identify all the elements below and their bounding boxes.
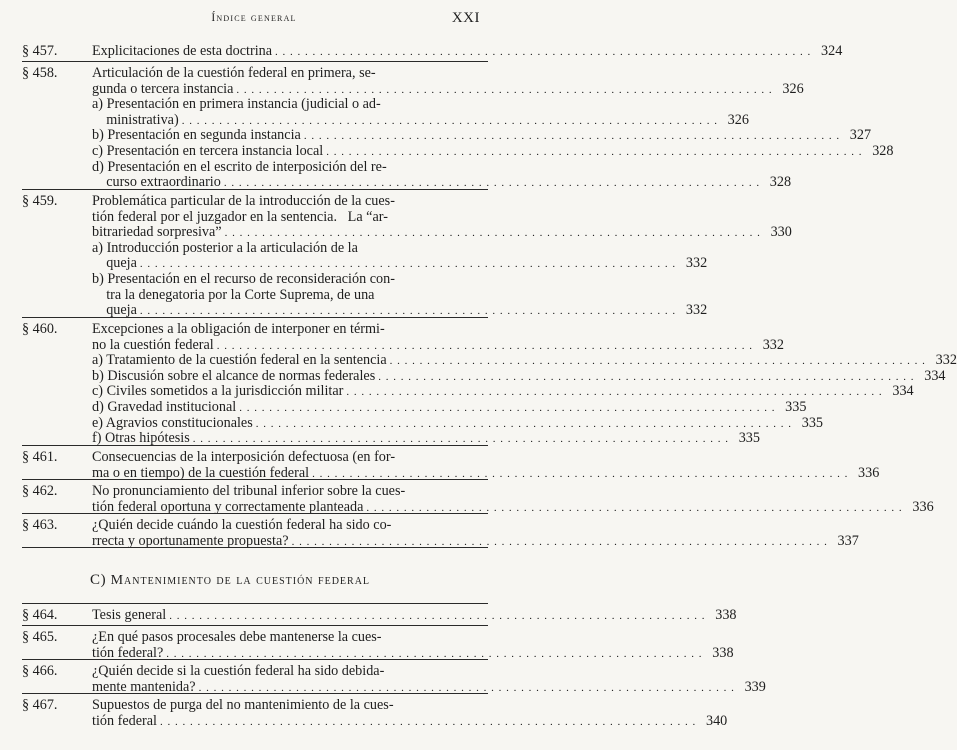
- section-number: § 461.: [22, 449, 58, 465]
- dot-leader: . . . . . . . . . . . . . . . . . . . . . . . . . . . . . . . . . . . . . . . . . . . . . . . . . . . . . . . . . . . . . . . . . . . . . . . .: [312, 467, 849, 480]
- dot-leader: . . . . . . . . . . . . . . . . . . . . . . . . . . . . . . . . . . . . . . . . . . . . . . . . . . . . . . . . . . . . . . . . . . . . . . . .: [166, 647, 703, 660]
- entry-line: [92, 450, 480, 466]
- page-ref: 332: [685, 302, 708, 319]
- dot-leader: . . . . . . . . . . . . . . . . . . . . . . . . . . . . . . . . . . . . . . . . . . . . . . . . . . . . . . . . . . . . . . . . . . . . . . . .: [139, 305, 677, 318]
- page-ref: 327: [849, 127, 872, 144]
- entry-text: Tesis general: [92, 607, 167, 623]
- entry-line: [92, 607, 737, 624]
- section-number: § 464.: [22, 607, 58, 623]
- entry-text: ministrativa): [92, 111, 179, 128]
- separator-rule: [22, 317, 488, 318]
- entry-text: Explicitaciones de esta doctrina: [92, 43, 273, 59]
- entry-line: [92, 322, 480, 338]
- page-ref: 335: [801, 414, 824, 431]
- page-ref: 334: [924, 367, 946, 384]
- entry-line: [92, 142, 894, 160]
- separator-rule: [22, 603, 488, 604]
- page-ref: 330: [770, 224, 792, 241]
- entry-content: [92, 65, 894, 191]
- page-ref: 334: [892, 383, 914, 400]
- dot-leader: . . . . . . . . . . . . . . . . . . . . . . . . . . . . . . . . . . . . . . . . . . . . . . . . . . . . . . . . . . . . . . . . . . . . . . . .: [181, 114, 718, 127]
- entry-text: a) Introducción posterior a la articulación de la: [92, 239, 358, 256]
- entry-line: [92, 383, 914, 400]
- entry-line: [92, 712, 728, 730]
- entry-content: [92, 193, 792, 319]
- dot-leader: . . . . . . . . . . . . . . . . . . . . . . . . . . . . . . . . . . . . . . . . . . . . . . . . . . . . . . . . . . . . . . . . . . . . . . . .: [255, 417, 793, 430]
- entry-text: Problemática particular de la introducción de la cues-: [92, 193, 395, 209]
- entry-content: [92, 43, 843, 60]
- separator-rule: [22, 693, 488, 694]
- page-ref: 328: [769, 174, 792, 191]
- entry-text: c) Civiles sometidos a la jurisdicción militar: [92, 383, 344, 400]
- entry-text: ¿Quién decide cuándo la cuestión federal ha sido co-: [92, 517, 392, 533]
- entry-text: tra la denegatoria por la Corte Suprema, de una: [92, 286, 375, 303]
- dot-leader: . . . . . . . . . . . . . . . . . . . . . . . . . . . . . . . . . . . . . . . . . . . . . . . . . . . . . . . . . . . . . . . . . . . . . . . .: [303, 130, 841, 143]
- entry-line: [92, 698, 480, 714]
- entry-content: [92, 629, 734, 661]
- section-number: § 457.: [22, 43, 58, 59]
- entry-line: [92, 518, 480, 534]
- entry-line: [92, 210, 480, 226]
- entry-text: e) Agravios constitucionales: [92, 414, 253, 431]
- dot-leader: . . . . . . . . . . . . . . . . . . . . . . . . . . . . . . . . . . . . . . . . . . . . . . . . . . . . . . . . . . . . . . . . . . . . . . . .: [139, 258, 677, 271]
- dot-leader: . . . . . . . . . . . . . . . . . . . . . . . . . . . . . . . . . . . . . . . . . . . . . . . . . . . . . . . . . . . . . . . . . . . . . . . .: [326, 145, 863, 158]
- section-number: § 465.: [22, 629, 58, 645]
- entry-line: [92, 414, 824, 432]
- entry-text: ma o en tiempo) de la cuestión federal: [92, 464, 310, 481]
- dot-leader: . . . . . . . . . . . . . . . . . . . . . . . . . . . . . . . . . . . . . . . . . . . . . . . . . . . . . . . . . . . . . . . . . . . . . . . .: [389, 355, 926, 368]
- entry-content: [92, 697, 728, 729]
- entry-line: [92, 255, 708, 272]
- entry-line: [92, 288, 480, 304]
- entry-line: [92, 352, 957, 369]
- entry-text: bitrariedad sorpresiva”: [92, 224, 222, 241]
- entry-line: [92, 664, 480, 680]
- entry-text: b) Discusión sobre el alcance de normas federales: [92, 367, 376, 384]
- separator-rule: [22, 513, 488, 514]
- page-ref: 332: [685, 255, 708, 272]
- section-number: § 466.: [22, 663, 58, 679]
- dot-leader: . . . . . . . . . . . . . . . . . . . . . . . . . . . . . . . . . . . . . . . . . . . . . . . . . . . . . . . . . . . . . . . . . . . . . . . .: [366, 501, 903, 514]
- entry-line: [92, 630, 480, 646]
- page-ref: 340: [705, 712, 728, 729]
- entry-content: [92, 449, 880, 481]
- dot-leader: . . . . . . . . . . . . . . . . . . . . . . . . . . . . . . . . . . . . . . . . . . . . . . . . . . . . . . . . . . . . . . . . . . . . . . . .: [216, 339, 753, 352]
- entry-text: ¿Quién decide si la cuestión federal ha sido debida-: [92, 663, 385, 679]
- entry-text: gunda o tercera instancia: [92, 80, 234, 97]
- dot-leader: . . . . . . . . . . . . . . . . . . . . . . . . . . . . . . . . . . . . . . . . . . . . . . . . . . . . . . . . . . . . . . . . . . . . . . . .: [224, 227, 761, 240]
- entry-line: [92, 43, 843, 60]
- entry-line: [92, 111, 749, 129]
- separator-rule: [22, 479, 488, 480]
- entry-text: a) Presentación en primera instancia (judicial o ad-: [92, 96, 381, 113]
- entry-text: d) Gravedad institucional: [92, 398, 237, 415]
- page-ref: 335: [738, 430, 760, 447]
- entry-text: b) Presentación en segunda instancia: [92, 127, 301, 144]
- entry-line: [92, 224, 792, 241]
- section-number: § 467.: [22, 697, 58, 713]
- entry-line: [92, 66, 480, 82]
- separator-rule: [22, 547, 488, 548]
- entry-text: b) Presentación en el recurso de reconsideración con-: [92, 270, 395, 287]
- page-ref: 326: [782, 80, 804, 97]
- entry-line: [92, 484, 480, 500]
- entry-text: rrecta y oportunamente propuesta?: [92, 532, 289, 549]
- entry-text: Consecuencias de la interposición defectuosa (en for-: [92, 449, 396, 465]
- page-number: XXI: [451, 10, 480, 26]
- page-ref: 326: [727, 111, 749, 128]
- dot-leader: . . . . . . . . . . . . . . . . . . . . . . . . . . . . . . . . . . . . . . . . . . . . . . . . . . . . . . . . . . . . . . . . . . . . . . . .: [239, 401, 776, 414]
- entry-text: tión federal oportuna y correctamente planteada: [92, 498, 364, 515]
- running-title: Índice general: [211, 12, 297, 24]
- page-ref: 332: [935, 352, 957, 369]
- page-ref: 336: [858, 464, 880, 481]
- dot-leader: . . . . . . . . . . . . . . . . . . . . . . . . . . . . . . . . . . . . . . . . . . . . . . . . . . . . . . . . . . . . . . . . . . . . . . . .: [291, 535, 828, 548]
- separator-rule: [22, 625, 488, 626]
- entry-text: tión federal: [92, 712, 157, 729]
- entry-text: ¿En qué pasos procesales debe mantenerse la cues-: [92, 629, 382, 645]
- section-heading-letter: C): [90, 572, 107, 588]
- page-ref: 338: [712, 644, 734, 661]
- entry-text: queja: [92, 302, 137, 319]
- section-number: § 460.: [22, 321, 58, 337]
- entry-text: tión federal por el juzgador en la sentencia. La “ar-: [92, 208, 388, 225]
- dot-leader: . . . . . . . . . . . . . . . . . . . . . . . . . . . . . . . . . . . . . . . . . . . . . . . . . . . . . . . . . . . . . . . . . . . . . . . .: [169, 610, 706, 622]
- dot-leader: . . . . . . . . . . . . . . . . . . . . . . . . . . . . . . . . . . . . . . . . . . . . . . . . . . . . . . . . . . . . . . . . . . . . . . . .: [236, 83, 773, 96]
- entry-content: [92, 663, 766, 695]
- separator-rule: [22, 61, 488, 62]
- entry-text: queja: [92, 255, 137, 272]
- entry-content: [92, 483, 934, 515]
- page-ref: 332: [762, 336, 784, 353]
- dot-leader: . . . . . . . . . . . . . . . . . . . . . . . . . . . . . . . . . . . . . . . . . . . . . . . . . . . . . . . . . . . . . . . . . . . . . . . .: [275, 46, 812, 58]
- entry-text: No pronunciamiento del tribunal inferior sobre la cues-: [92, 483, 406, 499]
- entry-line: [92, 160, 480, 176]
- separator-rule: [22, 659, 488, 660]
- entry-text: c) Presentación en tercera instancia local: [92, 142, 324, 159]
- running-header: [0, 10, 508, 34]
- dot-leader: . . . . . . . . . . . . . . . . . . . . . . . . . . . . . . . . . . . . . . . . . . . . . . . . . . . . . . . . . . . . . . . . . . . . . . . .: [223, 177, 761, 190]
- dot-leader: . . . . . . . . . . . . . . . . . . . . . . . . . . . . . . . . . . . . . . . . . . . . . . . . . . . . . . . . . . . . . . . . . . . . . . . .: [160, 715, 697, 728]
- page-ref: 335: [785, 398, 807, 415]
- entry-line: [92, 272, 480, 288]
- page-ref: 336: [912, 498, 934, 515]
- page-ref: 339: [744, 678, 766, 695]
- entry-text: Supuestos de purga del no mantenimiento de la cues-: [92, 697, 394, 713]
- section-heading: [90, 572, 370, 589]
- page-ref: 328: [872, 142, 894, 159]
- separator-rule: [22, 189, 488, 190]
- entry-line: [92, 97, 480, 113]
- entry-line: [92, 241, 480, 257]
- entry-line: [92, 127, 872, 144]
- section-number: § 463.: [22, 517, 58, 533]
- entry-text: curso extraordinario: [92, 174, 221, 191]
- entry-line: [92, 80, 804, 98]
- entry-content: [92, 517, 859, 549]
- entry-text: mente mantenida?: [92, 678, 196, 695]
- entry-text: f) Otras hipótesis: [92, 430, 190, 447]
- dot-leader: . . . . . . . . . . . . . . . . . . . . . . . . . . . . . . . . . . . . . . . . . . . . . . . . . . . . . . . . . . . . . . . . . . . . . . . .: [346, 386, 883, 399]
- entry-line: [92, 398, 807, 416]
- entry-text: tión federal?: [92, 644, 164, 661]
- page-ref: 324: [821, 43, 843, 59]
- dot-leader: . . . . . . . . . . . . . . . . . . . . . . . . . . . . . . . . . . . . . . . . . . . . . . . . . . . . . . . . . . . . . . . . . . . . . . . .: [192, 433, 729, 446]
- section-number: § 462.: [22, 483, 58, 499]
- separator-rule: [22, 445, 488, 446]
- dot-leader: . . . . . . . . . . . . . . . . . . . . . . . . . . . . . . . . . . . . . . . . . . . . . . . . . . . . . . . . . . . . . . . . . . . . . . . .: [378, 370, 915, 383]
- section-heading-text: Mantenimiento de la cuestión federal: [110, 573, 371, 588]
- entry-text: d) Presentación en el escrito de interposición del re-: [92, 158, 387, 175]
- entry-line: [92, 367, 946, 385]
- entry-text: no la cuestión federal: [92, 336, 214, 353]
- entry-text: Articulación de la cuestión federal en primera, se-: [92, 65, 376, 81]
- dot-leader: . . . . . . . . . . . . . . . . . . . . . . . . . . . . . . . . . . . . . . . . . . . . . . . . . . . . . . . . . . . . . . . . . . . . . . . .: [198, 681, 735, 694]
- section-number: § 459.: [22, 193, 58, 209]
- entry-line: [92, 336, 784, 354]
- page-ref: 338: [715, 607, 737, 623]
- page-ref: 337: [837, 532, 859, 549]
- entry-content: [92, 321, 957, 447]
- section-number: § 458.: [22, 65, 58, 81]
- entry-text: Excepciones a la obligación de interponer en térmi-: [92, 321, 385, 337]
- entry-text: a) Tratamiento de la cuestión federal en la sentencia: [92, 352, 387, 369]
- entry-line: [92, 194, 480, 210]
- entry-content: [92, 607, 737, 624]
